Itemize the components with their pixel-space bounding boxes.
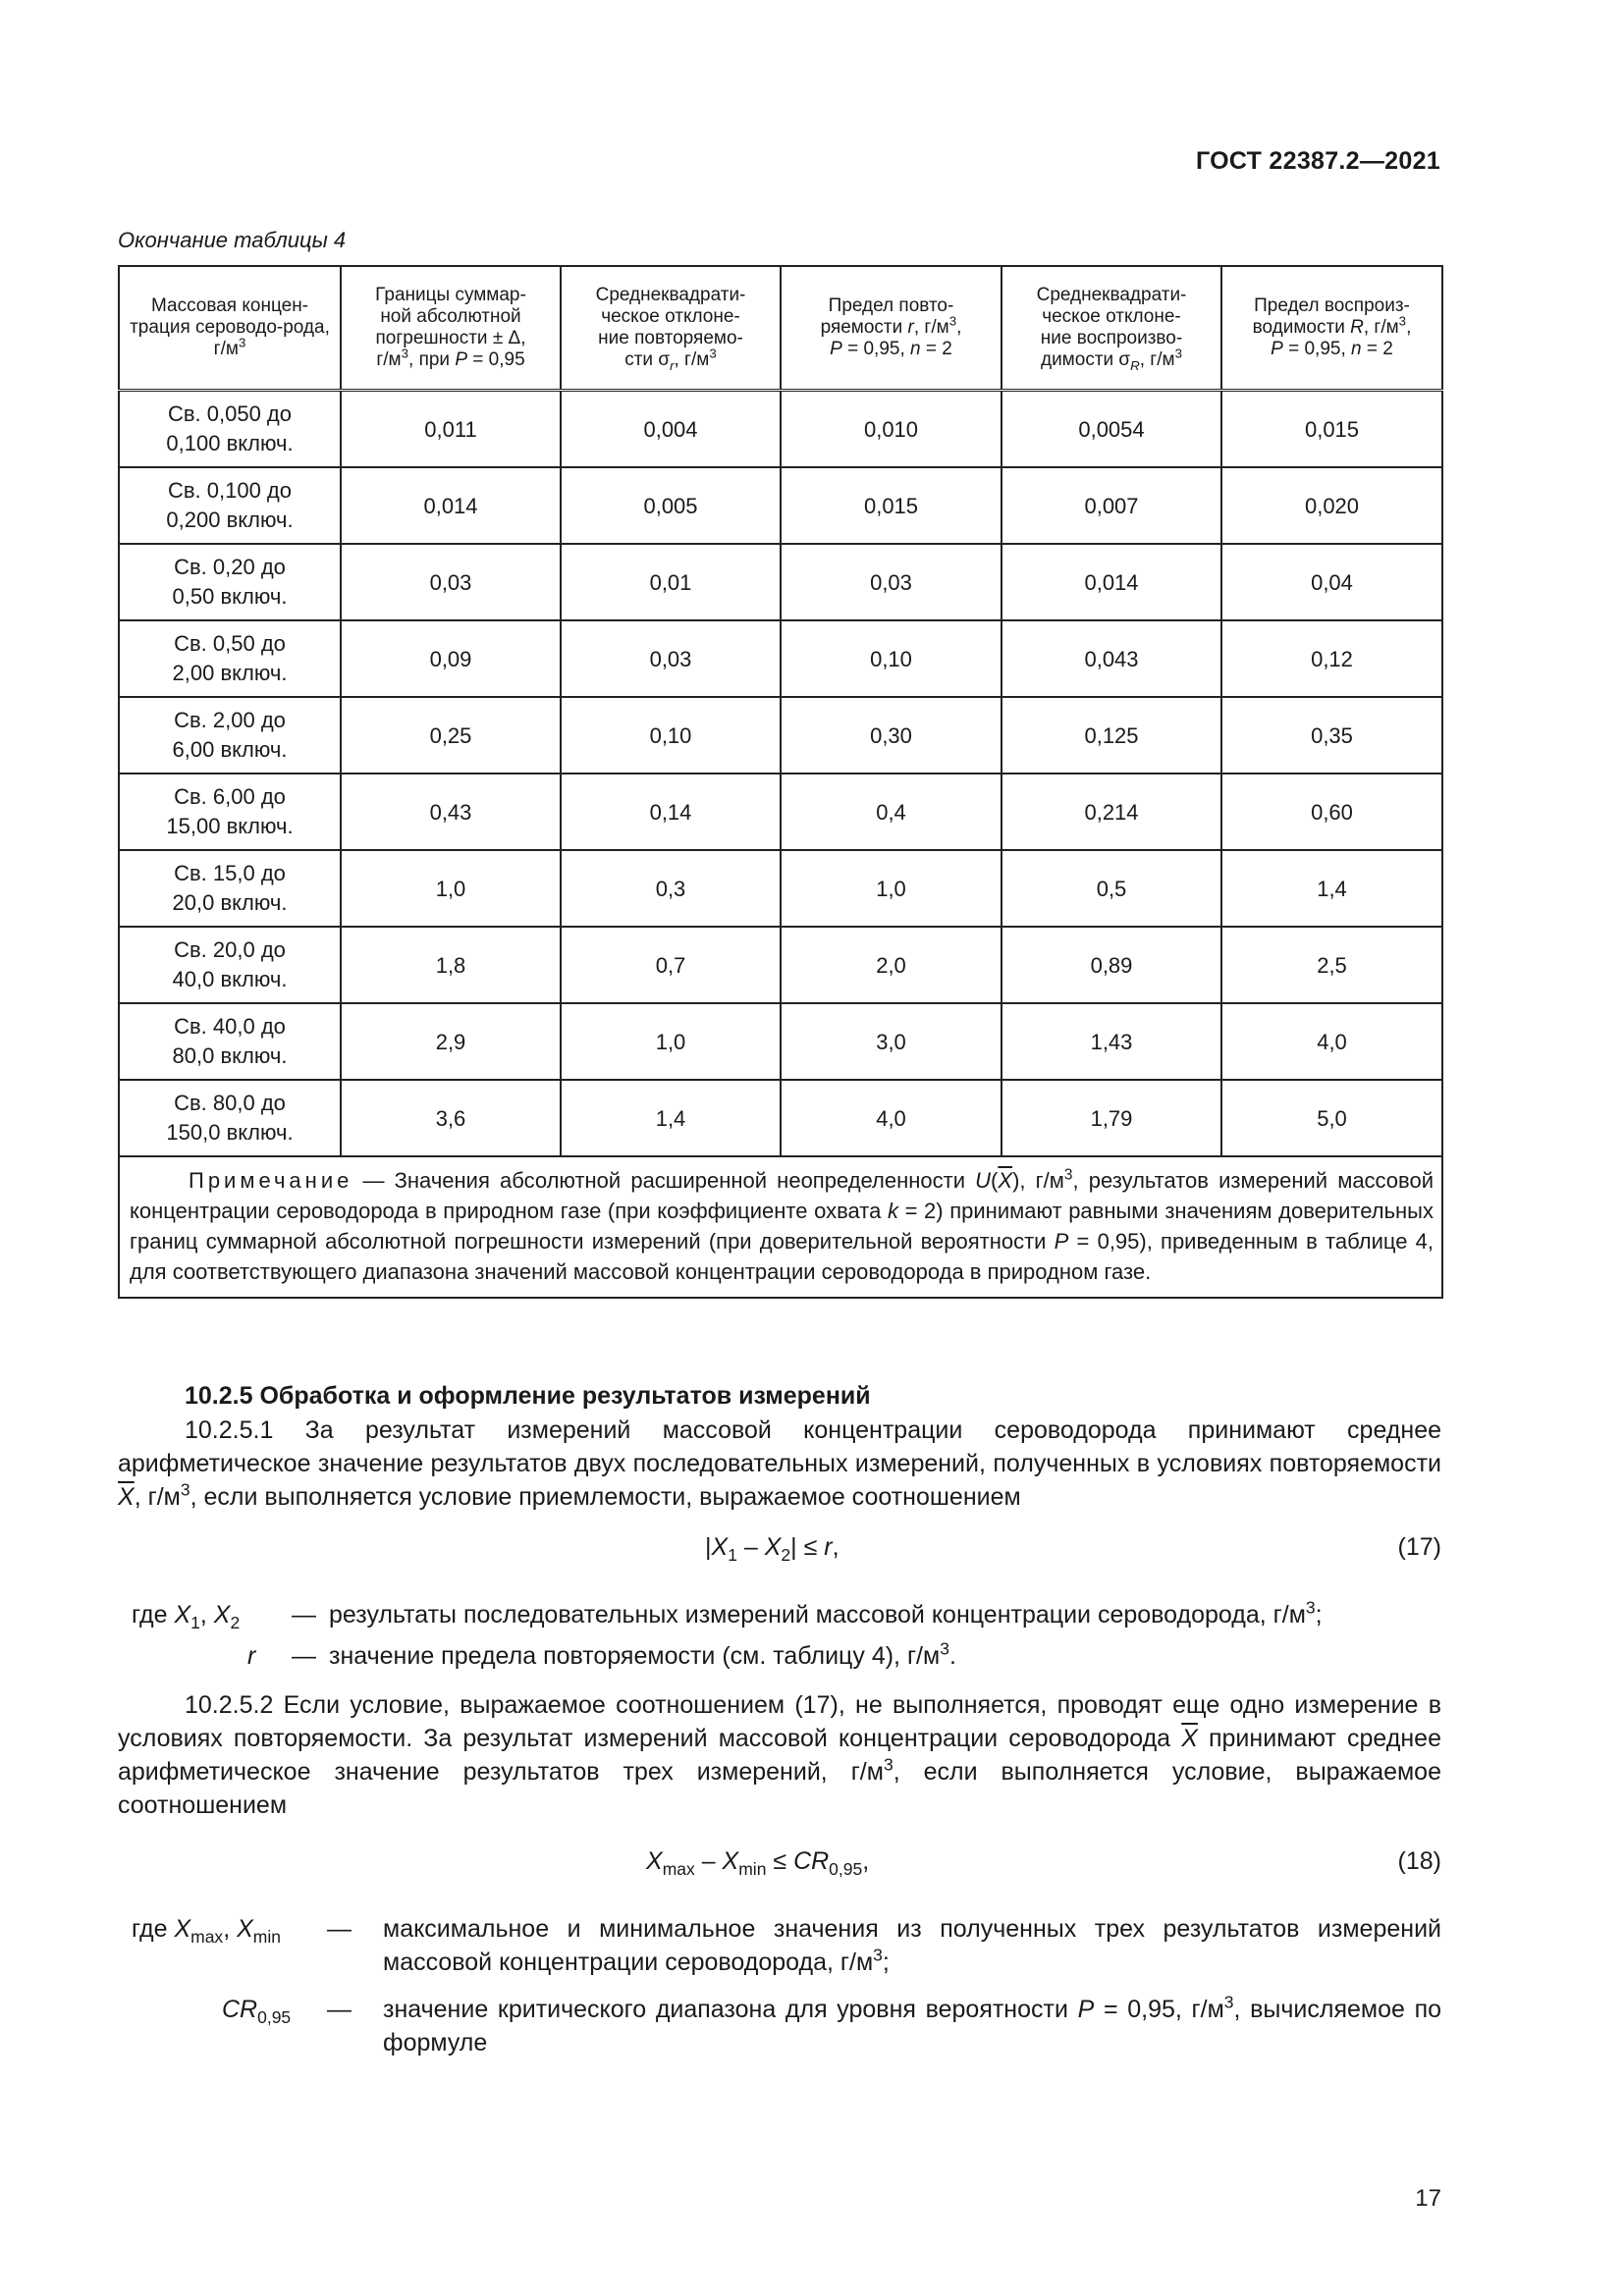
table-row [119, 467, 1442, 544]
table-row [119, 697, 1442, 774]
value-cell: 1,8 [341, 927, 561, 1003]
value-cell: 1,79 [1001, 1080, 1221, 1156]
value-cell: 0,5 [1001, 850, 1221, 927]
range-cell: Св. 80,0 до 150,0 включ. [119, 1080, 341, 1156]
value-cell: 0,010 [781, 391, 1001, 468]
header-reproducibility-limit: Предел воспроиз- водимости R, $г/м^3$, P = 0,95, n = 2 [1221, 266, 1442, 391]
range-cell: Св. 6,00 до 15,00 включ. [119, 774, 341, 850]
value-cell: 0,03 [341, 544, 561, 620]
value-cell: 2,5 [1221, 927, 1442, 1003]
where-xmax-xmin-desc: максимальное и минимальное значения из полученных трех результатов измерений массовой концентрации сероводорода, $г/м^3$; [383, 1915, 1441, 1976]
where-r-dash: — [292, 1642, 316, 1670]
value-cell: 0,004 [561, 391, 781, 468]
value-cell: 0,30 [781, 697, 1001, 774]
formula-18-number: (18) [1397, 1847, 1441, 1875]
value-cell: 0,3 [561, 850, 781, 927]
document-header: ГОСТ 22387.2—2021 [1195, 147, 1440, 175]
value-cell: 2,0 [781, 927, 1001, 1003]
where-x1-x2-desc: результаты последовательных измерений массовой концентрации сероводорода, $г/м^3$; [329, 1597, 1323, 1629]
value-cell: 0,35 [1221, 697, 1442, 774]
value-cell: 0,09 [341, 620, 561, 697]
where-r-term: r [247, 1642, 256, 1670]
table-caption: Окончание таблицы 4 [118, 228, 347, 252]
value-cell: 0,015 [1221, 391, 1442, 468]
value-cell: 0,005 [561, 467, 781, 544]
value-cell: 1,4 [561, 1080, 781, 1156]
data-table [118, 265, 1443, 1299]
range-cell: Св. 0,50 до 2,00 включ. [119, 620, 341, 697]
table-note-row [119, 1156, 1442, 1298]
range-cell: Св. 0,20 до 0,50 включ. [119, 544, 341, 620]
range-cell: Св. 20,0 до 40,0 включ. [119, 927, 341, 1003]
formula-18: $X_{max} - X_{min} \le CR_{0,95}$, [646, 1847, 870, 1879]
where-xmax-xmin-term: где $X_{max}$, $X_{min}$ [132, 1915, 281, 1947]
value-cell: 0,01 [561, 544, 781, 620]
value-cell: 2,9 [341, 1003, 561, 1080]
range-cell: Св. 0,050 до 0,100 включ. [119, 391, 341, 468]
formula-17-number: (17) [1397, 1533, 1441, 1561]
header-error-bounds: Границы суммар- ной абсолютной погрешности ± Δ, $г/м^3$, при P = 0,95 [341, 266, 561, 391]
value-cell: 3,6 [341, 1080, 561, 1156]
table-row [119, 1080, 1442, 1156]
value-cell: 0,12 [1221, 620, 1442, 697]
where-r-desc: значение предела повторяемости (см. таблицу 4), $г/м^3$. [329, 1638, 956, 1670]
value-cell: 0,043 [1001, 620, 1221, 697]
range-cell: Св. 15,0 до 20,0 включ. [119, 850, 341, 927]
value-cell: 0,0054 [1001, 391, 1221, 468]
value-cell: 0,43 [341, 774, 561, 850]
where-cr-desc: значение критического диапазона для уровня вероятности P = 0,95, $г/м^3$, вычисляемое по формуле [383, 1992, 1442, 2056]
value-cell: 0,125 [1001, 697, 1221, 774]
value-cell: 0,25 [341, 697, 561, 774]
value-cell: 0,4 [781, 774, 1001, 850]
value-cell: 4,0 [1221, 1003, 1442, 1080]
table-header-row [119, 266, 1442, 391]
value-cell: 0,020 [1221, 467, 1442, 544]
value-cell: 0,10 [561, 697, 781, 774]
table-row [119, 544, 1442, 620]
value-cell: 0,014 [1001, 544, 1221, 620]
value-cell: 0,7 [561, 927, 781, 1003]
range-cell: Св. 40,0 до 80,0 включ. [119, 1003, 341, 1080]
table-row [119, 850, 1442, 927]
value-cell: 0,03 [781, 544, 1001, 620]
where-x1-x2-dash: — [292, 1601, 316, 1629]
value-cell: 1,43 [1001, 1003, 1221, 1080]
table-note: Примечание — Значения абсолютной расширенной неопределенности $U(\overline{X})$, $г/м^3$, результатов измерений массовой концентрации сероводорода в природном газе (при коэффициенте охвата k = 2) принимают равными значениям доверительных границ суммарной абсолютной погрешности измерений (при доверительной вероятности P = 0,95), приведенным в таблице 4, для соответствующего диапазона значений массовой концентрации сероводорода в природном газе. [119, 1156, 1442, 1298]
value-cell: 0,03 [561, 620, 781, 697]
paragraph-10-2-5-2: 10.2.5.2 Если условие, выражаемое соотношением (17), не выполняется, проводят еще одно измерение в условиях повторяемости. За результат измерений массовой концентрации сероводорода $\overline{X}$ принимают среднее арифметическое значение результатов трех измерений, $г/м^3$, если выполняется условие, выражаемое соотношением [118, 1691, 1441, 1819]
where-xmax-xmin-dash: — [327, 1915, 352, 1943]
section-title: 10.2.5 Обработка и оформление результатов измерений [185, 1382, 871, 1410]
range-cell: Св. 0,100 до 0,200 включ. [119, 467, 341, 544]
value-cell: 0,015 [781, 467, 1001, 544]
range-cell: Св. 2,00 до 6,00 включ. [119, 697, 341, 774]
header-repeatability-limit: Предел повто- ряемости r, $г/м^3$, P = 0,95, n = 2 [781, 266, 1001, 391]
value-cell: 3,0 [781, 1003, 1001, 1080]
value-cell: 0,007 [1001, 467, 1221, 544]
value-cell: 0,214 [1001, 774, 1221, 850]
where-x1-x2-term: где $X_1$, $X_2$ [132, 1601, 241, 1632]
table-row [119, 927, 1442, 1003]
formula-17: $|X_1 - X_2| \le r$, [705, 1533, 839, 1565]
where-cr-dash: — [327, 1996, 352, 2023]
value-cell: 0,04 [1221, 544, 1442, 620]
value-cell: 0,10 [781, 620, 1001, 697]
page-number: 17 [1415, 2185, 1441, 2212]
value-cell: 1,0 [561, 1003, 781, 1080]
table-row [119, 391, 1442, 468]
table-row [119, 620, 1442, 697]
value-cell: 0,011 [341, 391, 561, 468]
table-row [119, 774, 1442, 850]
value-cell: 4,0 [781, 1080, 1001, 1156]
table-row [119, 1003, 1442, 1080]
header-concentration: Массовая концен-трация сероводо-рода, $г/м^3$ [119, 266, 341, 391]
paragraph-10-2-5-1: 10.2.5.1 За результат измерений массовой концентрации сероводорода принимают среднее арифметическое значение результатов двух последовательных измерений, полученных в условиях повторяемости $\overline{X}$, $г/м^3$, если выполняется условие приемлемости, выражаемое соотношением [118, 1416, 1441, 1511]
value-cell: 1,0 [341, 850, 561, 927]
value-cell: 1,4 [1221, 850, 1442, 927]
value-cell: 0,14 [561, 774, 781, 850]
value-cell: 0,014 [341, 467, 561, 544]
value-cell: 5,0 [1221, 1080, 1442, 1156]
header-repeatability-sd: Среднеквадрати- ческое отклоне- ние повторяемо- сти $\sigma_r$, $г/м^3$ [561, 266, 781, 391]
value-cell: 0,89 [1001, 927, 1221, 1003]
where-cr-term: $CR_{0,95}$ [222, 1996, 292, 2027]
value-cell: 1,0 [781, 850, 1001, 927]
value-cell: 0,60 [1221, 774, 1442, 850]
header-reproducibility-sd: Среднеквадрати- ческое отклоне- ние воспроизво- димости $\sigma_R$, $г/м^3$ [1001, 266, 1221, 391]
